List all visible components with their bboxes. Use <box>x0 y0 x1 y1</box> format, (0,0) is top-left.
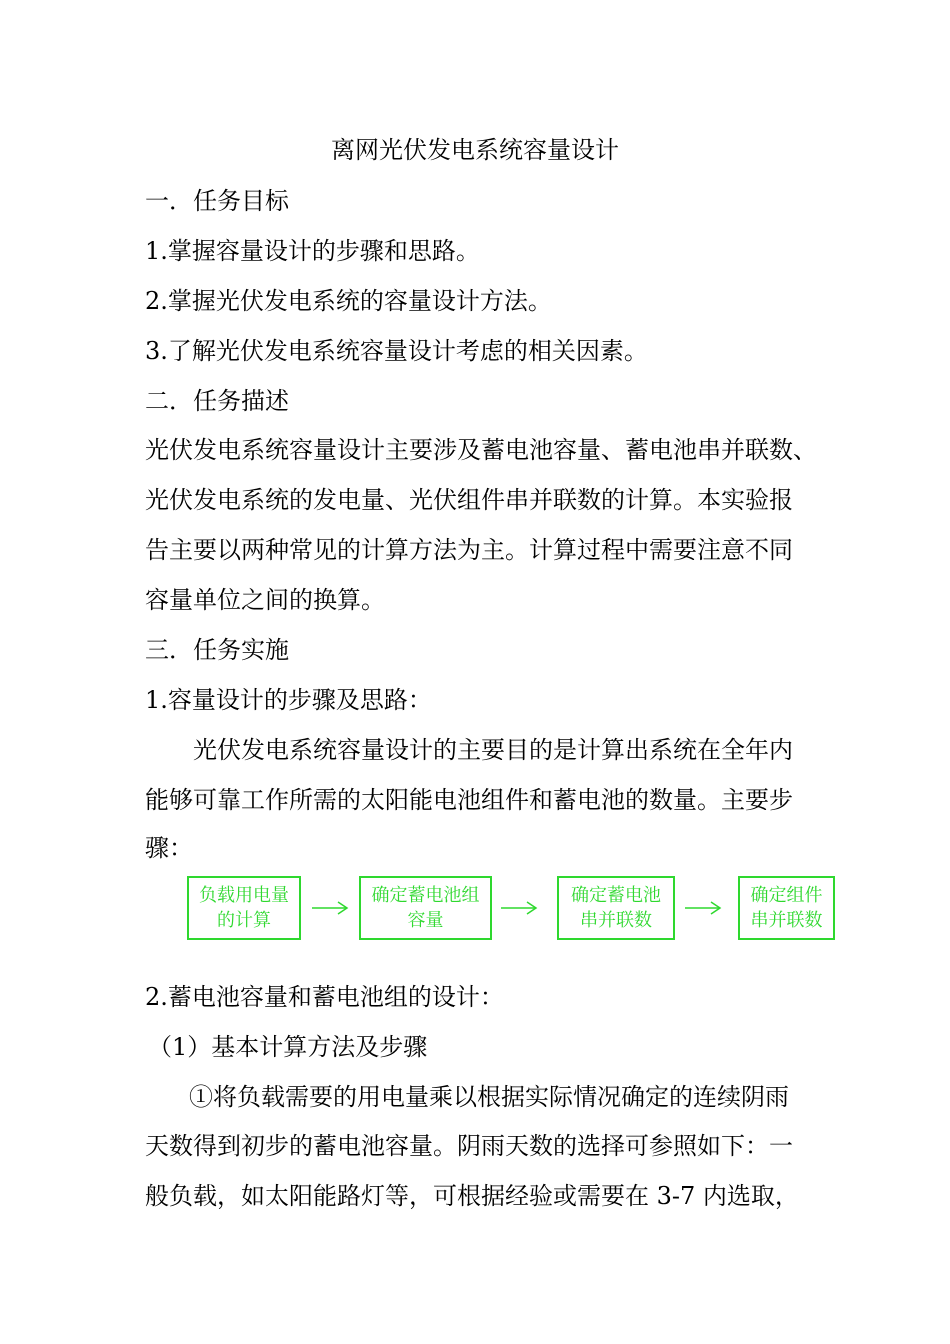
subsection-heading-2: 2.蓄电池容量和蓄电池组的设计： <box>145 983 504 1011</box>
section-heading-3: 三．任务实施 <box>145 636 289 664</box>
arrow-right-icon <box>499 898 539 918</box>
body-line-6: 般负载，如太阳能路灯等，可根据经验或需要在 3-7 内选取， <box>145 1182 799 1210</box>
flow-step-label: 串并联数 <box>580 910 652 931</box>
objective-item-2: 2.掌握光伏发电系统的容量设计方法。 <box>145 287 552 315</box>
objective-item-1: 1.掌握容量设计的步骤和思路。 <box>145 237 480 265</box>
flow-step-label: 容量 <box>407 910 444 931</box>
flow-step-label: 串并联数 <box>750 910 823 931</box>
arrow-right-icon <box>310 898 350 918</box>
body-line-2: 能够可靠工作所需的太阳能电池组件和蓄电池的数量。主要步 <box>145 786 793 814</box>
section-heading-1: 一．任务目标 <box>145 187 289 215</box>
description-line-4: 容量单位之间的换算。 <box>145 586 385 614</box>
subsection-heading-1: 1.容量设计的步骤及思路： <box>145 686 432 714</box>
arrow-right-icon <box>683 898 723 918</box>
process-flowchart <box>187 876 837 944</box>
section-heading-2: 二．任务描述 <box>145 387 289 415</box>
description-line-2: 光伏发电系统的发电量、光伏组件串并联数的计算。本实验报 <box>145 486 793 514</box>
flow-step-load-calculation <box>187 876 301 940</box>
body-line-1: 光伏发电系统容量设计的主要目的是计算出系统在全年内 <box>193 736 793 764</box>
flow-step-label: 确定蓄电池组 <box>371 885 480 906</box>
flow-step-label: 负载用电量 <box>199 885 289 906</box>
body-line-4: ①将负载需要的用电量乘以根据实际情况确定的连续阴雨 <box>189 1083 789 1111</box>
flow-step-battery-capacity <box>359 876 492 940</box>
body-line-3: 骤： <box>145 834 193 862</box>
flow-step-label: 确定组件 <box>750 885 823 906</box>
flow-step-label: 的计算 <box>217 910 271 931</box>
description-line-1: 光伏发电系统容量设计主要涉及蓄电池容量、蓄电池串并联数、 <box>145 436 817 464</box>
flow-step-battery-series-parallel <box>557 876 675 940</box>
subsection-heading-3: （1）基本计算方法及步骤 <box>148 1033 428 1061</box>
description-line-3: 告主要以两种常见的计算方法为主。计算过程中需要注意不同 <box>145 536 793 564</box>
flow-step-label: 确定蓄电池 <box>571 885 661 906</box>
document-title: 离网光伏发电系统容量设计 <box>331 136 619 164</box>
flow-step-module-series-parallel <box>738 876 835 940</box>
body-line-5: 天数得到初步的蓄电池容量。阴雨天数的选择可参照如下：一 <box>145 1132 793 1160</box>
objective-item-3: 3.了解光伏发电系统容量设计考虑的相关因素。 <box>145 337 648 365</box>
